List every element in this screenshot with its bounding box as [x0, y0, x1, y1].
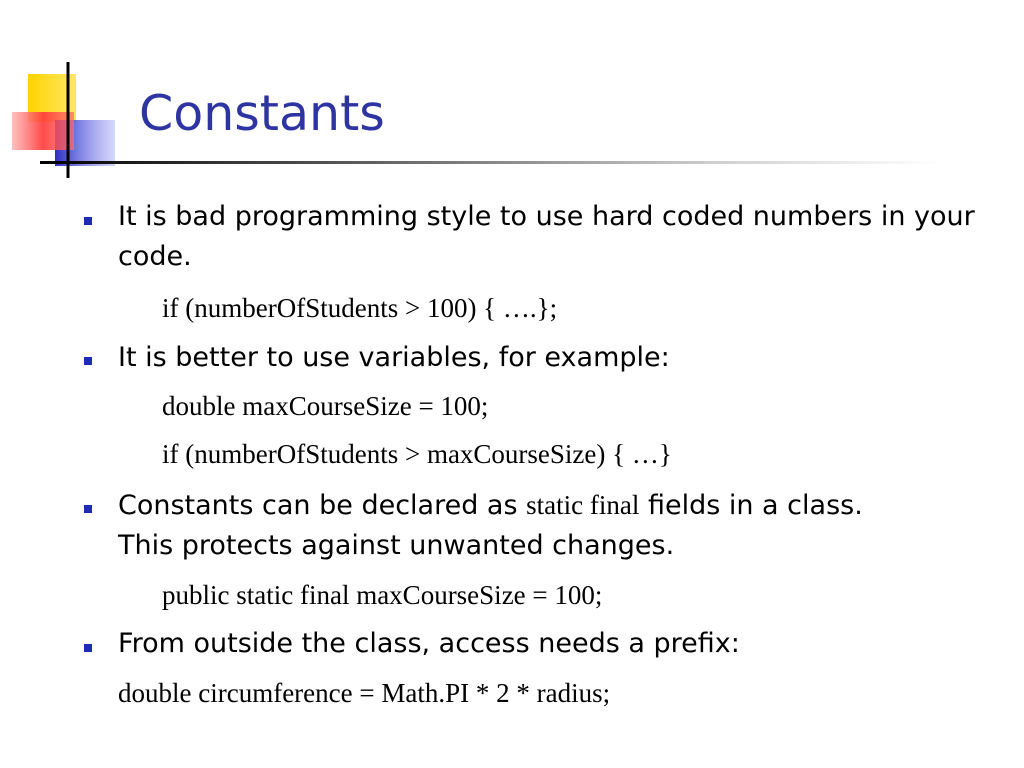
bullet-2-text: It is better to use variables, for example: [118, 342, 670, 373]
deco-red-bar [12, 112, 74, 150]
bullet-1-text: It is bad programming style to use hard coded numbers in your code. [118, 201, 975, 272]
title-underline [40, 161, 940, 164]
bullet-2-code-line-1: double maxCourseSize = 100; [162, 391, 489, 421]
bullet-3-text-before: Constants can be declared as [118, 490, 518, 521]
bullet-2-code-line-2: if (numberOfStudents > maxCourseSize) { …} [162, 439, 672, 469]
bullet-4-code-line-1: double circumference = Math.PI * 2 * radius; [118, 678, 611, 708]
bullet-3-text-line2: This protects against unwanted changes. [118, 530, 675, 561]
bullet-marker-4 [84, 644, 92, 652]
slide-title: Constants [139, 85, 385, 142]
bullet-3-text [118, 485, 978, 566]
bullet-1-code-line-1: if (numberOfStudents > 100) { ….}; [162, 293, 558, 323]
bullet-3-text-after: fields in a class. [647, 490, 863, 521]
bullet-3-code-line-1: public static final maxCourseSize = 100; [162, 580, 603, 610]
bullet-marker-1 [84, 217, 92, 225]
bullet-3-inline-code: static final [526, 490, 640, 520]
bullet-marker-3 [84, 505, 92, 513]
bullet-marker-2 [84, 357, 92, 365]
corner-decoration [0, 0, 130, 180]
bullet-4-text: From outside the class, access needs a prefix: [118, 628, 740, 659]
